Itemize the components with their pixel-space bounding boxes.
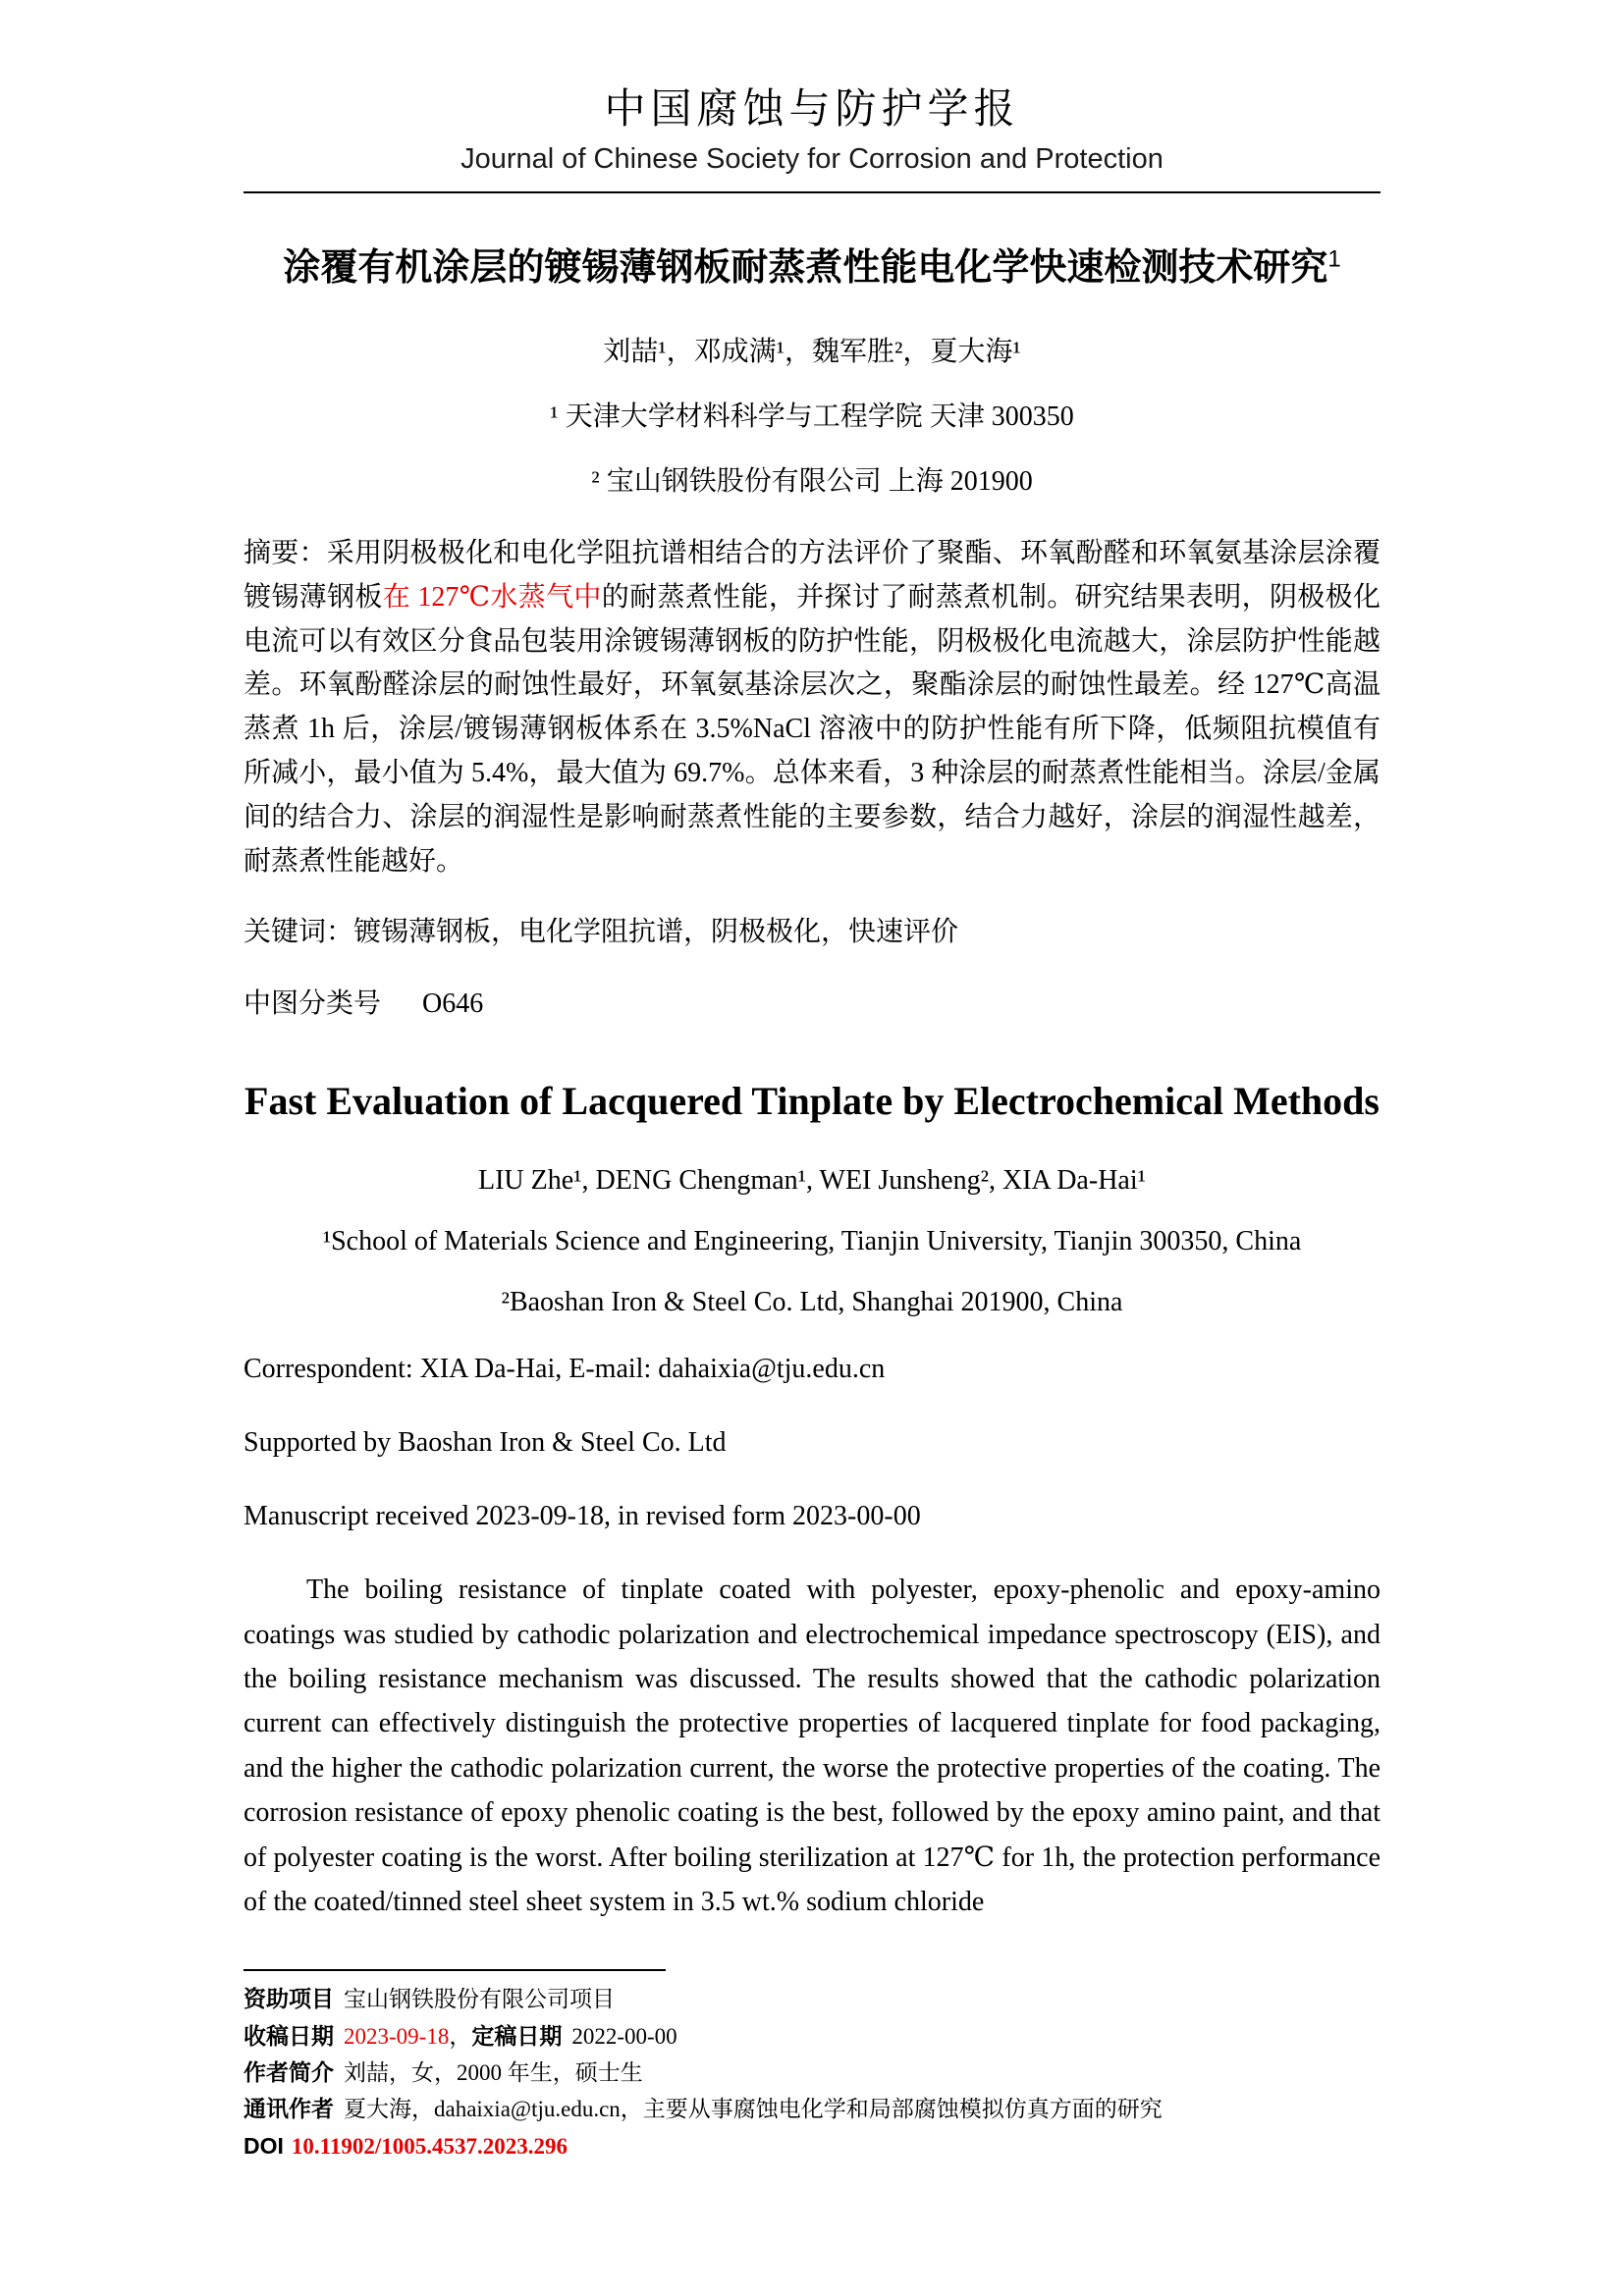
keywords-label: 关键词： <box>244 917 354 948</box>
footnote-lines <box>244 1971 1380 2164</box>
footnote-fund <box>244 1981 1380 2017</box>
received-label: 收稿日期 <box>244 2022 334 2049</box>
footnote-doi <box>244 2128 1380 2164</box>
abstract-label: 摘要： <box>244 538 327 568</box>
authors-chinese: 刘喆¹，邓成满¹，魏军胜²，夏大海¹ <box>603 337 1021 367</box>
clc-value: O646 <box>422 988 484 1020</box>
journal-title-chinese: 中国腐蚀与防护学报 <box>604 85 1020 132</box>
bio-text: 刘喆，女，2000 年生，硕士生 <box>344 2059 643 2085</box>
keywords-line <box>244 911 1380 955</box>
article-title-english: Fast Evaluation of Lacquered Tinplate by Electrochemical Methods <box>244 1078 1380 1123</box>
footnote-block <box>244 1969 1380 2164</box>
revised-label: 定稿日期 <box>471 2022 563 2049</box>
abstract-highlight: 在 127℃水蒸气中 <box>382 581 602 613</box>
journal-title-english: Journal of Chinese Society for Corrosion and Protection <box>460 143 1164 175</box>
supported-line: Supported by Baoshan Iron & Steel Co. Ltd <box>244 1426 727 1458</box>
footnote-bio <box>244 2055 1380 2091</box>
doi-value: 10.11902/1005.4537.2023.296 <box>291 2133 568 2159</box>
correspondent-line: Correspondent: XIA Da-Hai, E-mail: dahaixia@tju.edu.cn <box>244 1353 886 1384</box>
title-footnote-mark: 1 <box>1327 245 1341 273</box>
received-date: 2023-09-18 <box>344 2023 450 2049</box>
corresponding-author-label: 通讯作者 <box>244 2096 334 2122</box>
affiliation-1-chinese: ¹ 天津大学材料科学与工程学院 天津 300350 <box>550 401 1074 432</box>
footnote-correspondent <box>244 2091 1380 2127</box>
header-divider <box>244 191 1380 193</box>
revised-date: 2022-00-00 <box>571 2023 677 2049</box>
fund-text: 宝山钢铁股份有限公司项目 <box>344 1987 615 2012</box>
corresponding-author-text: 夏大海，dahaixia@tju.edu.cn，主要从事腐蚀电化学和局部腐蚀模拟仿真方面的研究 <box>344 2097 1163 2122</box>
affiliation-2-english: ²Baoshan Iron & Steel Co. Ltd, Shanghai 201900, China <box>501 1286 1123 1317</box>
article-title-chinese-text: 涂覆有机涂层的镀锡薄钢板耐蒸煮性能电化学快速检测技术研究 <box>283 247 1328 289</box>
authors-english: LIU Zhe¹, DENG Chengman¹, WEI Junsheng², XIA Da-Hai¹ <box>477 1164 1147 1196</box>
abstract-english: The boiling resistance of tinplate coated with polyester, epoxy-phenolic and epoxy-amino coatings was studied by cathodic polarization and electrochemical impedance spectroscopy (EIS), and the boiling resistance mechanism was discussed. The results showed that the cathodic polarization current can effectively distinguish the protective properties of lacquered tinplate for food packaging, and the higher the cathodic polarization current, the worse the protective properties of the coating. The corrosion resistance of epoxy phenolic coating is the best, followed by the epoxy amino paint, and that of polyester coating is the worst. After boiling sterilization at 127℃ for 1h, the protection performance of the coated/tinned steel sheet system in 3.5 wt.% sodium chloride <box>244 1575 1380 1917</box>
fund-label: 资助项目 <box>244 1986 334 2012</box>
affiliation-1-english: ¹School of Materials Science and Engineering, Tianjin University, Tianjin 300350, China <box>322 1225 1302 1256</box>
abstract-part1: 采用阴极极化和电化学阻抗谱相结合的方法评价了聚酯、环氧酚醛和环氧氨基涂层涂覆镀锡薄钢板 <box>244 538 1380 613</box>
article-title-chinese <box>244 237 1380 291</box>
doi-label: DOI <box>244 2132 284 2159</box>
abstract-part2: 的耐蒸煮性能，并探讨了耐蒸煮机制。研究结果表明，阴极极化电流可以有效区分食品包装用涂镀锡薄钢板的防护性能，阴极极化电流越大，涂层防护性能越差。环氧酚醛涂层的耐蚀性最好，环氧氨基涂层次之，聚酯涂层的耐蚀性最差。经 127℃高温蒸煮 1h 后，涂层/镀锡薄钢板体系在 3.5%NaCl 溶液中的防护性能有所下降，低频阻抗模值有所减小，最小值为 5.4%，最大值为 69.7%。总体来看，3 种涂层的耐蒸煮性能相当。涂层/金属间的结合力、涂层的润湿性是影响耐蒸煮性能的主要参数，结合力越好，涂层的润湿性越差，耐蒸煮性能越好。 <box>244 581 1380 877</box>
bio-label: 作者简介 <box>244 2058 334 2085</box>
affiliation-2-chinese: ² 宝山钢铁股份有限公司 上海 201900 <box>591 466 1033 497</box>
dates-separator: ， <box>449 2023 472 2049</box>
footnote-dates <box>244 2018 1380 2055</box>
clc-label: 中图分类号 <box>244 988 382 1020</box>
clc-line <box>244 983 1380 1027</box>
manuscript-line: Manuscript received 2023-09-18, in revised form 2023-00-00 <box>244 1500 921 1531</box>
keywords-text: 镀锡薄钢板，电化学阻抗谱，阴极极化，快速评价 <box>353 917 959 948</box>
abstract-chinese <box>244 532 1380 883</box>
journal-header <box>244 77 1380 193</box>
